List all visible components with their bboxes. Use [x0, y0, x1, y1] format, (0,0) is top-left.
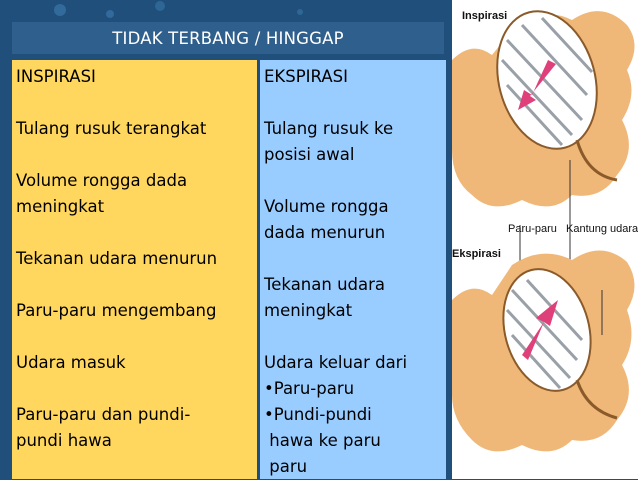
inspirasi-item-line: Udara masuk: [16, 353, 126, 372]
ekspirasi-item-line: meningkat: [264, 301, 353, 320]
ekspirasi-item-line: •Pundi-pundi: [264, 405, 372, 424]
ekspirasi-column: [260, 60, 446, 479]
respiration-diagram: [452, 0, 638, 479]
ekspirasi-item-line: Udara keluar dari: [264, 353, 408, 372]
ekspirasi-item-line: dada menurun: [264, 223, 386, 242]
inspirasi-heading: INSPIRASI: [16, 67, 96, 86]
ekspirasi-item-line: •Paru-paru: [264, 379, 355, 398]
label-kantung-udara: Kantung udara: [566, 223, 638, 235]
inspirasi-item-line: Paru-paru dan pundi-: [16, 405, 191, 424]
section-title: TIDAK TERBANG / HINGGAP: [12, 22, 444, 54]
ekspirasi-item-line: posisi awal: [264, 145, 355, 164]
label-inspirasi: Inspirasi: [462, 10, 508, 22]
inspirasi-item-line: meningkat: [16, 197, 105, 216]
lung-airsac-illustration: [452, 0, 638, 479]
ekspirasi-item-line: paru: [264, 457, 308, 476]
ekspirasi-item-line: hawa ke paru: [264, 431, 381, 450]
inspirasi-column: [12, 60, 257, 479]
inspirasi-illustration: [452, 0, 635, 280]
inspirasi-item-line: Volume rongga dada: [16, 171, 188, 190]
ekspirasi-list: [264, 116, 446, 480]
ekspirasi-item-line: Tulang rusuk ke: [264, 119, 394, 138]
ekspirasi-illustration: [452, 250, 635, 451]
inspirasi-item-line: Tulang rusuk terangkat: [16, 119, 207, 138]
label-ekspirasi: Ekspirasi: [452, 248, 501, 260]
inspirasi-item-line: Paru-paru mengembang: [16, 301, 217, 320]
ekspirasi-item-line: Volume rongga: [264, 197, 389, 216]
label-paru-paru: Paru-paru: [508, 223, 557, 235]
ekspirasi-item-line: Tekanan udara: [264, 275, 386, 294]
ekspirasi-heading: EKSPIRASI: [264, 67, 348, 86]
inspirasi-item-line: Tekanan udara menurun: [16, 249, 218, 268]
inspirasi-item-line: pundi hawa: [16, 431, 112, 450]
inspirasi-list: [16, 116, 257, 454]
